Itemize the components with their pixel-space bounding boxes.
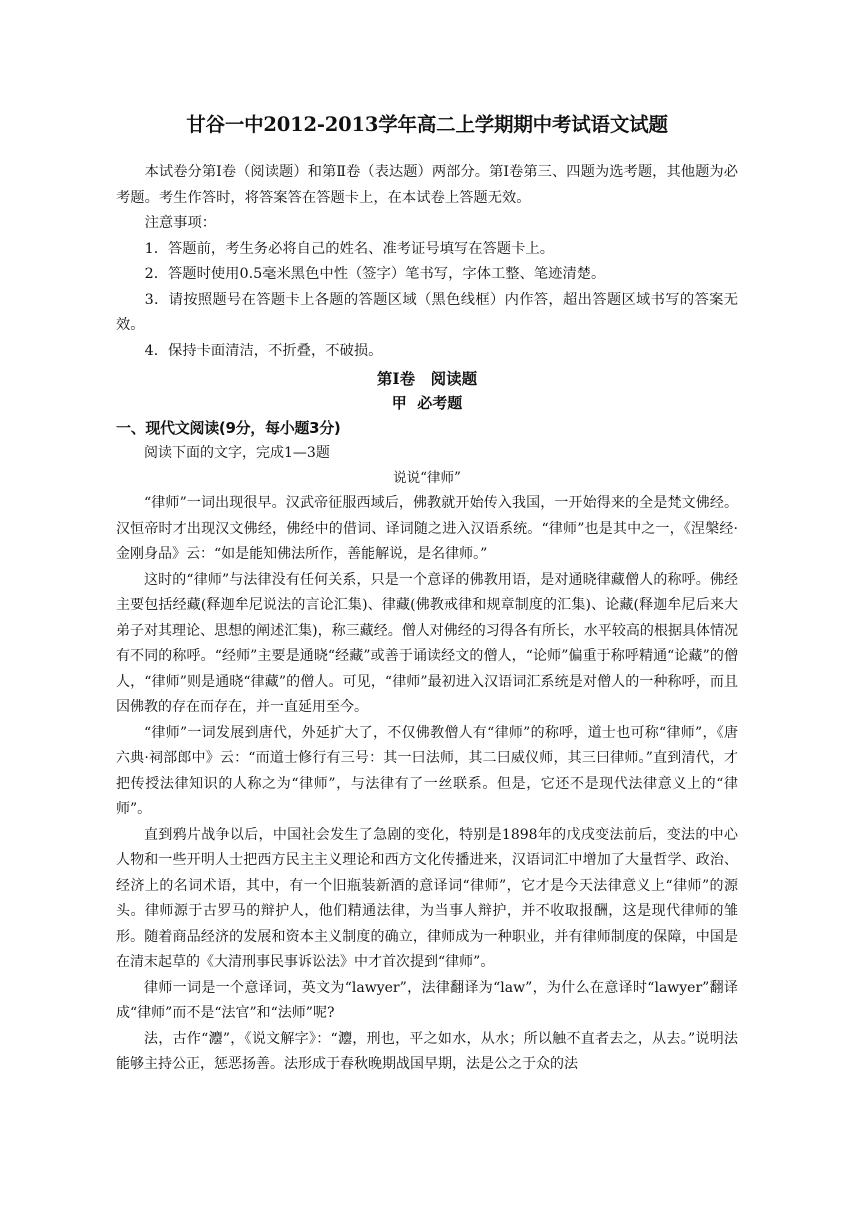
article-paragraph: 直到鸦片战争以后，中国社会发生了急剧的变化，特别是1898年的戊戌变法前后，变法的中心人物和一些开明人士把西方民主主义理论和西方文化传播进来，汉语词汇中增加了大量哲学、政治、经济上的名词术语，其中，有一个旧瓶装新酒的意译词“律师”，它才是今天法律意义上“律师”的源头。律师源于古罗马的辩护人，他们精通法律，为当事人辩护，并不收取报酬，这是现代律师的雏形。随着商品经济的发展和资本主义制度的确立，律师成为一种职业，并有律师制度的保障，中国是在清末起草的《大清刑事民事诉讼法》中才首次提到“律师”。	[116, 826, 738, 970]
part-heading: 甲 必考题	[391, 394, 463, 412]
notice-item-1: 1．答题前，考生务必将自己的姓名、准考证号填写在答题卡上。	[144, 240, 554, 257]
reading-instruction: 阅读下面的文字，完成1—3题	[144, 445, 330, 461]
article-paragraph: 这时的“律师”与法律没有任何关系，只是一个意译的佛教用语，是对通晓律藏僧人的称呼。佛经主要包括经藏(释迦牟尼说法的言论汇集)、律藏(佛教戒律和规章制度的汇集)、论藏(释迦牟尼后来大弟子对其理论、思想的阐述汇集)，称三藏经。僧人对佛经的习得各有所长，水平较高的根据具体情况有不同的称呼。“经师”主要是通晓“经藏”或善于诵读经文的僧人，“论师”偏重于称呼精通“论藏”的僧人，“律师”则是通晓“律藏”的僧人。可见，“律师”最初进入汉语词汇系统是对僧人的一种称呼，而且因佛教的存在而存在，并一直延用至今。	[116, 571, 738, 715]
volume-heading: 第Ⅰ卷 阅读题	[376, 369, 478, 388]
article-paragraph: 律师一词是一个意译词，英文为“lawyer”，法律翻译为“law”，为什么在意译时“lawyer”翻译成“律师”而不是“法官”和“法师”呢?	[116, 979, 738, 1021]
article-paragraph: “律师”一词出现很早。汉武帝征服西域后，佛教就开始传入我国，一开始得来的全是梵文佛经。汉恒帝时才出现汉文佛经，佛经中的借词、译词随之进入汉语系统。“律师”也是其中之一，《涅槃经·金刚身品》云：“如是能知佛法所作，善能解说，是名律师。”	[116, 495, 738, 562]
section-heading: 一、现代文阅读(9分，每小题3分)	[116, 419, 341, 437]
notice-item-4: 4．保持卡面清洁，不折叠，不破损。	[144, 342, 383, 359]
article-paragraph: “律师”一词发展到唐代，外延扩大了，不仅佛教僧人有“律师”的称呼，道士也可称“律师”，《唐六典·祠部郎中》云：“而道士修行有三号：其一曰法师，其二曰威仪师，其三曰律师。”直到清代，才把传授法律知识的人称之为“律师”，与法律有了一丝联系。但是，它还不是现代法律意义上的“律师”。	[116, 724, 738, 817]
article-title: 说说“律师”	[393, 470, 461, 486]
notice-heading: 注意事项：	[144, 215, 217, 231]
exam-page	[116, 112, 738, 1078]
notice-item-3: 3．请按照题号在答题卡上各题的答题区域（黑色线框）内作答，超出答题区域书写的答案无效。	[116, 291, 738, 333]
article-paragraph: 法，古作“灋”，《说文解字》：“灋，刑也，平之如水，从水；所以触不直者去之，从去。”说明法能够主持公正，惩恶扬善。法形成于春秋晚期战国早期，法是公之于众的法	[116, 1030, 738, 1072]
intro-paragraph: 本试卷分第Ⅰ卷（阅读题）和第Ⅱ卷（表达题）两部分。第Ⅰ卷第三、四题为选考题，其他题为必考题。考生作答时，将答案答在答题卡上，在本试卷上答题无效。	[116, 164, 738, 206]
exam-title: 甘谷一中2012-2013学年高二上学期期中考试语文试题	[186, 113, 668, 136]
notice-item-2: 2．答题时使用0.5毫米黑色中性（签字）笔书写，字体工整、笔迹清楚。	[144, 266, 606, 282]
